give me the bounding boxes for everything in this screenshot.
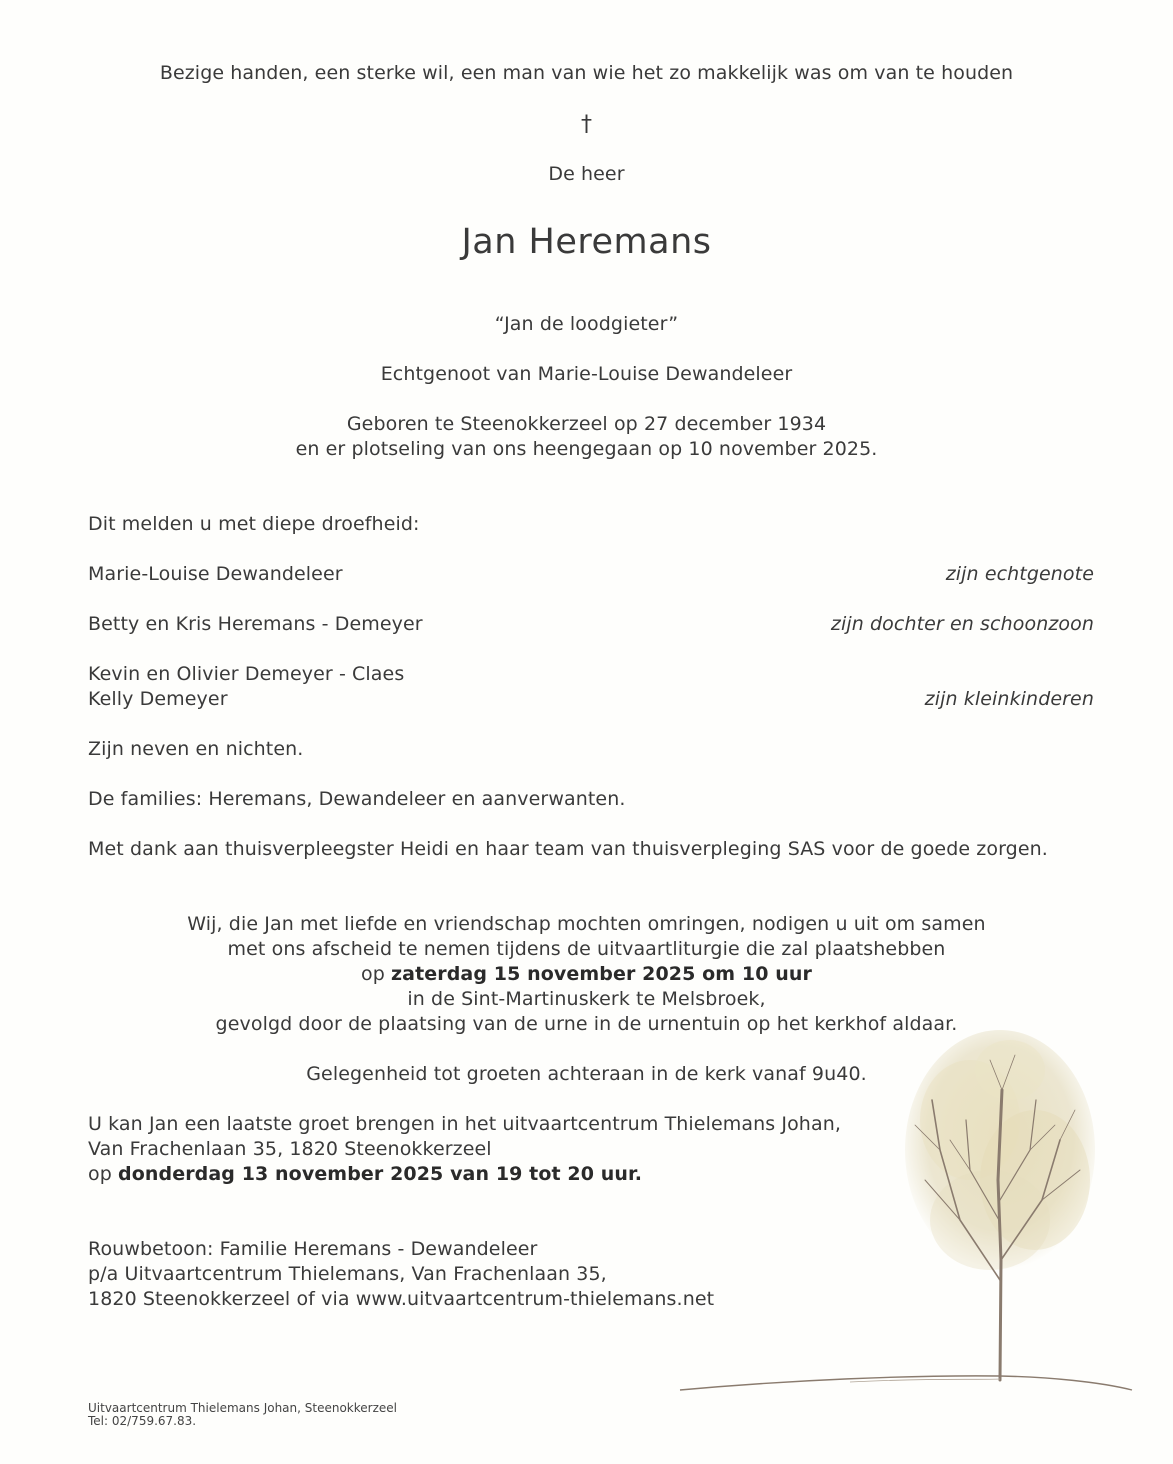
thanks-line: Met dank aan thuisverpleegster Heidi en haar team van thuisverpleging SAS voor de goede zorgen. (88, 838, 1048, 860)
motto: Bezige handen, een sterke wil, een man van wie het zo makkelijk was om van te houden (159, 62, 1014, 84)
footer-company: Uitvaartcentrum Thielemans Johan, Steenokkerzeel (88, 1401, 397, 1415)
born-line: Geboren te Steenokkerzeel op 27 december 1934 (346, 413, 827, 435)
ceremony-line: met ons afscheid te nemen tijdens de uitvaartliturgie die zal plaatshebben (227, 938, 946, 960)
visit-date (88, 1162, 642, 1187)
died-line: en er plotseling van ons heengegaan op 10 november 2025. (295, 438, 878, 460)
footer-phone: Tel: 02/759.67.83. (88, 1414, 197, 1428)
family-relation: zijn kleinkinderen (924, 688, 1094, 710)
salutation: De heer (548, 163, 625, 185)
ceremony-date-bold: zaterdag 15 november 2025 om 10 uur (391, 963, 812, 985)
family-relation: zijn echtgenote (945, 563, 1094, 585)
deceased-name: Jan Heremans (461, 222, 712, 262)
visit-date-bold: donderdag 13 november 2025 van 19 tot 20 uur. (118, 1163, 643, 1185)
visit-date-prefix: op (88, 1163, 119, 1185)
visit-address: Van Frachenlaan 35, 1820 Steenokkerzeel (88, 1138, 492, 1160)
visit-line: U kan Jan een laatste groet brengen in het uitvaartcentrum Thielemans Johan, (88, 1113, 841, 1135)
family-name: Marie-Louise Dewandeleer (88, 563, 343, 585)
nickname: “Jan de loodgieter” (494, 313, 679, 335)
ceremony-place: in de Sint-Martinuskerk te Melsbroek, (407, 988, 766, 1010)
ceremony-date (0, 962, 1173, 987)
families-line: De families: Heremans, Dewandeleer en aanverwanten. (88, 788, 626, 810)
greeting-line: Gelegenheid tot groeten achteraan in de kerk vanaf 9u40. (306, 1063, 867, 1085)
tree-illustration (670, 1030, 1140, 1430)
family-name: Kevin en Olivier Demeyer - Claes (88, 663, 405, 685)
condolences-line: Rouwbetoon: Familie Heremans - Dewandeleer (88, 1238, 538, 1260)
ground-shade (850, 1379, 1000, 1382)
family-relation: zijn dochter en schoonzoon (830, 613, 1094, 635)
ceremony-date-prefix: op (360, 963, 392, 985)
cousins-line: Zijn neven en nichten. (88, 738, 304, 760)
family-name: Kelly Demeyer (88, 688, 228, 710)
condolences-line: 1820 Steenokkerzeel of via www.uitvaartcentrum-thielemans.net (88, 1288, 715, 1310)
condolences-line: p/a Uitvaartcentrum Thielemans, Van Frachenlaan 35, (88, 1263, 607, 1285)
ceremony-urn: gevolgd door de plaatsing van de urne in de urnentuin op het kerkhof aldaar. (215, 1013, 958, 1035)
family-name: Betty en Kris Heremans - Demeyer (88, 613, 423, 635)
ceremony-line: Wij, die Jan met liefde en vriendschap mochten omringen, nodigen u uit om samen (187, 913, 986, 935)
ground-line (680, 1376, 1132, 1390)
announce-intro: Dit melden u met diepe droefheid: (88, 513, 420, 535)
spouse-line: Echtgenoot van Marie-Louise Dewandeleer (380, 363, 793, 385)
cross-icon: † (581, 112, 592, 137)
